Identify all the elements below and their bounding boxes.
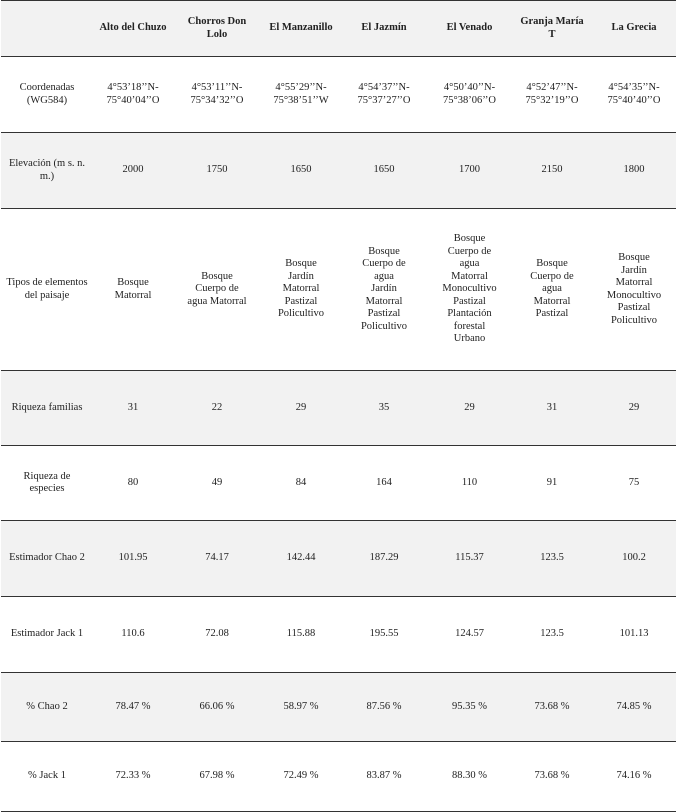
- cell-text: Policultivo: [610, 314, 658, 326]
- cell-text: 142.44: [286, 552, 316, 564]
- cell-text: Bosque: [201, 270, 233, 282]
- table-cell: [173, 209, 261, 371]
- cell-text: 75: [628, 476, 640, 488]
- table-cell: [261, 133, 341, 209]
- cell-text: Matorral: [114, 289, 152, 301]
- table-cell: [427, 57, 512, 133]
- table-cell: [592, 446, 676, 521]
- cell-text: 75°32’19’’O: [525, 94, 579, 106]
- row-label-text: % Jack 1: [28, 770, 66, 782]
- cell-text: Bosque: [453, 233, 486, 245]
- cell-text: Matorral: [615, 277, 653, 288]
- cell-text: 74.17: [205, 552, 229, 564]
- table-cell: [341, 597, 427, 673]
- cell-text: 72.33 %: [115, 770, 151, 782]
- table-cell: [427, 446, 512, 521]
- table-cell: [341, 521, 427, 597]
- row-label: [1, 597, 93, 673]
- cell-text: 67.98 %: [199, 770, 235, 782]
- cell-text: 29: [464, 401, 475, 413]
- table-cell: [427, 742, 512, 812]
- row-label: [1, 446, 93, 521]
- cell-text: 1650: [373, 164, 395, 176]
- cell-text: Urbano: [453, 333, 486, 345]
- cell-text: Cuerpo de: [195, 283, 239, 295]
- cell-text: Cuerpo de: [362, 258, 406, 270]
- row-label: [1, 371, 93, 446]
- cell-text: 2150: [541, 164, 563, 176]
- row-label-text: % Chao 2: [26, 700, 68, 712]
- table-row: [1, 673, 676, 742]
- table-cell: [173, 597, 261, 673]
- table-cell: [427, 209, 512, 371]
- cell-text: 164: [376, 476, 392, 488]
- table-cell: [93, 521, 173, 597]
- cell-text: Cuerpo de: [447, 245, 492, 257]
- table-cell: [93, 597, 173, 673]
- cell-text: 187.29: [369, 552, 399, 564]
- cell-text: agua Matorral: [187, 295, 247, 307]
- column-header: El Jazmín: [361, 22, 407, 34]
- table-cell: [261, 597, 341, 673]
- table-cell: [427, 371, 512, 446]
- table-row: [1, 521, 676, 597]
- cell-text: 124.57: [455, 628, 484, 640]
- table-cell: [341, 209, 427, 371]
- cell-text: 101.13: [619, 628, 649, 640]
- cell-text: Bosque: [117, 277, 149, 288]
- cell-text: Pastizal: [284, 295, 318, 307]
- cell-text: 75°34’32’’O: [190, 94, 244, 106]
- table-cell: [173, 673, 261, 742]
- table-cell: [512, 597, 592, 673]
- cell-text: 72.49 %: [283, 770, 319, 782]
- row-label: [1, 742, 93, 812]
- cell-text: 49: [211, 476, 223, 488]
- cell-text: forestal: [453, 320, 486, 332]
- cell-text: Matorral: [282, 283, 320, 295]
- row-label-text: Riqueza familias: [11, 401, 83, 413]
- row-label-text: Tipos de elementos del paisaje: [6, 277, 88, 301]
- cell-text: 1800: [623, 164, 645, 176]
- row-label-text: Riqueza de especies: [23, 470, 71, 494]
- column-header: Alto del Chuzo: [99, 22, 167, 34]
- table-cell: [592, 209, 676, 371]
- cell-text: Bosque: [368, 245, 400, 257]
- cell-text: Monocultivo: [606, 289, 662, 301]
- cell-text: 75°40’40’’O: [607, 94, 661, 106]
- cell-text: 91: [546, 476, 558, 488]
- table-row: [1, 209, 676, 371]
- table-row: [1, 371, 676, 446]
- cell-text: 4°53’18’’N-: [107, 82, 159, 93]
- cell-text: 4°50’40’’N-: [443, 82, 496, 93]
- table-cell: [592, 371, 676, 446]
- cell-text: 115.88: [286, 628, 316, 640]
- table-cell: [93, 742, 173, 812]
- table-cell: [173, 446, 261, 521]
- table-row: [1, 597, 676, 673]
- cell-text: Matorral: [365, 295, 403, 307]
- table-cell: [592, 597, 676, 673]
- row-label: [1, 57, 93, 133]
- table-cell: [261, 371, 341, 446]
- table-cell: [427, 133, 512, 209]
- cell-text: 95.35 %: [452, 700, 487, 712]
- table-cell: [592, 521, 676, 597]
- cell-text: agua: [374, 270, 394, 282]
- table-cell: [173, 521, 261, 597]
- cell-text: 100.2: [622, 552, 646, 564]
- cell-text: 74.16 %: [616, 770, 652, 782]
- cell-text: 73.68 %: [534, 770, 570, 782]
- cell-text: 88.30 %: [452, 770, 487, 782]
- table-cell: [341, 133, 427, 209]
- table-row: [1, 133, 676, 209]
- cell-text: 4°53’11’’N-: [191, 82, 243, 93]
- cell-text: 4°52’47’’N-: [526, 82, 578, 93]
- cell-text: 74.85 %: [616, 700, 652, 712]
- row-label-text: Estimador Chao 2: [9, 552, 85, 564]
- cell-text: 35: [378, 401, 390, 413]
- column-header: La Grecia: [611, 22, 657, 34]
- table-cell: [173, 57, 261, 133]
- cell-text: 110: [461, 476, 478, 488]
- cell-text: agua: [542, 283, 562, 295]
- cell-text: Jardín: [288, 270, 314, 282]
- cell-text: Monocultivo: [442, 283, 497, 295]
- cell-text: Policultivo: [360, 320, 408, 332]
- table-cell: [512, 209, 592, 371]
- cell-text: 123.5: [540, 552, 564, 564]
- table-cell: [341, 673, 427, 742]
- cell-text: Bosque: [285, 258, 317, 270]
- data-table: [1, 0, 676, 812]
- cell-text: 2000: [122, 164, 144, 176]
- table-cell: [512, 742, 592, 812]
- cell-text: 1650: [290, 164, 312, 176]
- row-label: [1, 521, 93, 597]
- cell-text: 4°55’29’’N-: [275, 82, 327, 93]
- row-label-text: Coordenadas (WG584): [19, 82, 75, 106]
- table-body: [1, 57, 676, 812]
- table-cell: [341, 446, 427, 521]
- column-header: El Venado: [446, 22, 493, 34]
- table-cell: [261, 209, 341, 371]
- cell-text: 1700: [459, 164, 480, 176]
- cell-text: 1750: [206, 164, 228, 176]
- cell-text: Cuerpo de: [530, 270, 574, 282]
- cell-text: 66.06 %: [199, 700, 235, 712]
- table-row: [1, 742, 676, 812]
- cell-text: 75°38’51’’W: [273, 94, 329, 106]
- cell-text: 78.47 %: [115, 700, 151, 712]
- cell-text: 72.08: [205, 628, 229, 640]
- cell-text: 101.95: [118, 552, 148, 564]
- table-cell: [592, 57, 676, 133]
- table-cell: [592, 673, 676, 742]
- cell-text: Policultivo: [277, 308, 325, 320]
- table-cell: [512, 521, 592, 597]
- table-cell: [592, 742, 676, 812]
- cell-text: Jardín: [621, 264, 647, 276]
- column-header: Granja María T: [520, 16, 584, 40]
- cell-text: 58.97 %: [283, 700, 319, 712]
- column-header: El Manzanillo: [269, 22, 333, 34]
- cell-text: Pastizal: [367, 308, 401, 320]
- cell-text: Pastizal: [453, 295, 486, 307]
- table-cell: [93, 371, 173, 446]
- cell-text: 84: [295, 476, 307, 488]
- table-cell: [261, 57, 341, 133]
- cell-text: 123.5: [540, 628, 564, 640]
- cell-text: Bosque: [618, 252, 650, 263]
- cell-text: 115.37: [455, 552, 484, 564]
- table-cell: [93, 446, 173, 521]
- table-cell: [261, 673, 341, 742]
- table-cell: [427, 521, 512, 597]
- row-label-text: Estimador Jack 1: [10, 628, 84, 640]
- cell-text: 87.56 %: [366, 700, 402, 712]
- table-cell: [427, 597, 512, 673]
- cell-text: Pastizal: [617, 302, 651, 313]
- cell-text: 4°54’35’’N-: [608, 82, 660, 93]
- cell-text: Matorral: [451, 270, 488, 282]
- header-row: [1, 1, 676, 57]
- row-label: [1, 133, 93, 209]
- table-cell: [93, 133, 173, 209]
- table-cell: [512, 446, 592, 521]
- table-cell: [341, 742, 427, 812]
- row-label: [1, 209, 93, 371]
- cell-text: 22: [211, 401, 223, 413]
- table-cell: [93, 57, 173, 133]
- table-cell: [93, 673, 173, 742]
- table-cell: [261, 521, 341, 597]
- table-cell: [512, 133, 592, 209]
- table-cell: [173, 742, 261, 812]
- table-cell: [173, 371, 261, 446]
- table-cell: [341, 57, 427, 133]
- table-cell: [592, 133, 676, 209]
- cell-text: 195.55: [369, 628, 399, 640]
- cell-text: Matorral: [533, 295, 571, 307]
- column-header: Chorros Don Lolo: [187, 16, 247, 40]
- cell-text: Bosque: [536, 258, 568, 270]
- row-label: [1, 673, 93, 742]
- cell-text: 29: [295, 401, 307, 413]
- row-label-text: Elevación (m s. n. m.): [8, 158, 86, 182]
- cell-text: 31: [127, 401, 139, 413]
- table-cell: [93, 209, 173, 371]
- table-cell: [261, 742, 341, 812]
- cell-text: 83.87 %: [366, 770, 402, 782]
- table-row: [1, 446, 676, 521]
- cell-text: 73.68 %: [534, 700, 570, 712]
- table-cell: [512, 371, 592, 446]
- table-cell: [512, 673, 592, 742]
- table-cell: [512, 57, 592, 133]
- cell-text: 75°38’06’’O: [443, 94, 496, 106]
- cell-text: Pastizal: [535, 308, 569, 320]
- table-cell: [261, 446, 341, 521]
- table-cell: [427, 673, 512, 742]
- cell-text: 75°37’27’’O: [357, 94, 411, 106]
- header-cell-empty: [1, 1, 93, 57]
- cell-text: Plantación: [447, 308, 492, 320]
- cell-text: 110.6: [121, 628, 145, 640]
- cell-text: 80: [127, 476, 139, 488]
- cell-text: 4°54’37’’N-: [358, 82, 410, 93]
- cell-text: 31: [546, 401, 558, 413]
- cell-text: Jardín: [371, 283, 397, 295]
- cell-text: 75°40’04’’O: [106, 94, 160, 106]
- table-cell: [173, 133, 261, 209]
- cell-text: 29: [628, 401, 640, 413]
- table-row: [1, 57, 676, 133]
- table-cell: [341, 371, 427, 446]
- cell-text: agua: [459, 258, 480, 270]
